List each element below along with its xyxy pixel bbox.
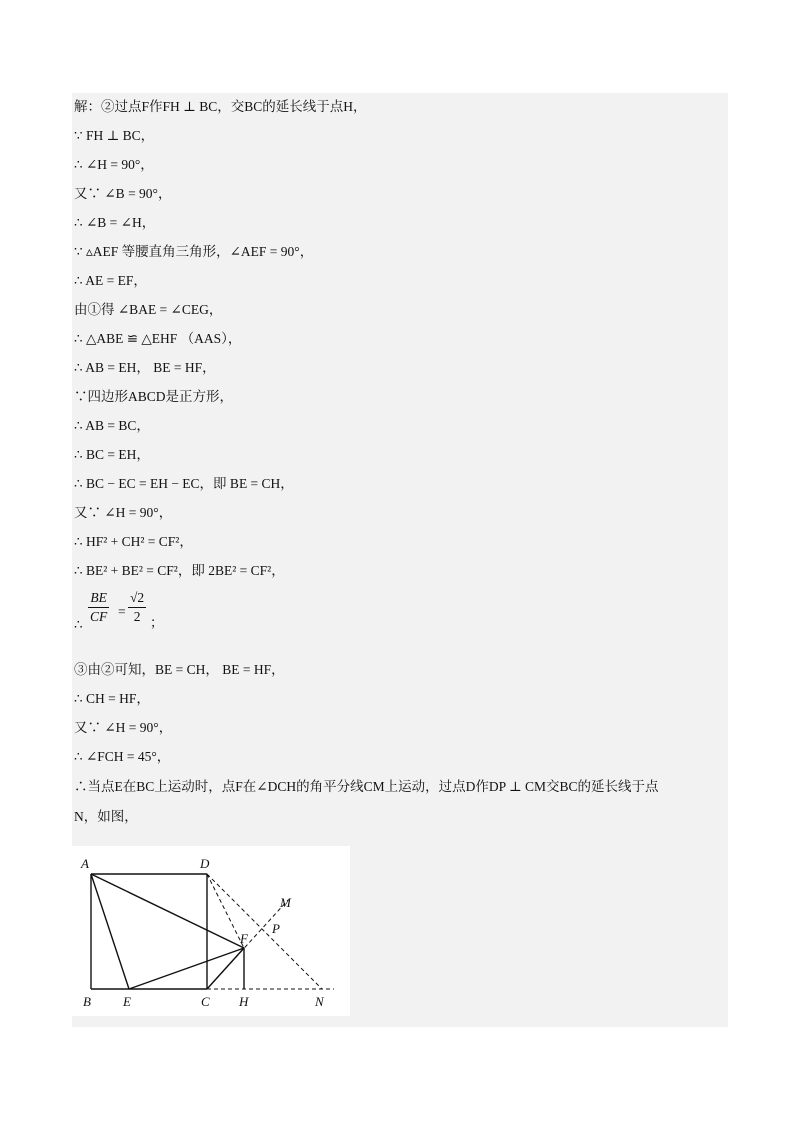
solution-line: ∴ ∠H = 90°， [74,157,154,172]
label-n: N [315,994,324,1009]
fraction-be-cf [88,589,109,626]
label-c: C [201,994,210,1009]
segment-af [91,874,244,948]
fraction-rhs-numerator: √2 [128,589,146,608]
equals-sign: = [118,604,126,619]
solution-line: ③由②可知，BE = CH， BE = HF， [74,662,285,677]
solution-line: ∴ AB = EH， BE = HF， [74,360,216,375]
fraction-sqrt2-2 [128,589,146,626]
label-a: A [81,856,89,871]
solution-line: N，如图， [74,809,138,824]
label-d: D [200,856,210,871]
solution-line: ∴ ∠FCH = 45°， [74,749,171,764]
solution-line: ∴当点E在BC上运动时，点F在∠DCH的角平分线CM上运动，过点D作DP ⊥ CM交BC的延长线于点 [74,779,659,794]
label-e: E [123,994,131,1009]
solution-line: 解：②过点F作FH ⊥ BC，交BC的延长线于点H， [74,99,367,114]
solution-line: ∴ BC − EC = EH − EC，即 BE = CH， [74,476,294,491]
solution-line: 又∵ ∠H = 90°， [74,720,173,735]
label-f: F [240,931,248,946]
label-m: M [280,895,291,910]
label-p: P [272,921,280,936]
segment-ae [91,874,129,989]
solution-line: ∴ BC = EH， [74,447,150,462]
solution-line: ∴ AE = EF， [74,273,147,288]
fraction-rhs-denominator: 2 [133,609,141,624]
semicolon: ； [150,615,164,630]
solution-line: ∵四边形ABCD是正方形， [74,389,234,404]
solution-line: ∴ △ABE ≌ △EHF （AAS）， [74,331,242,346]
solution-line: ∵ FH ⊥ BC， [74,128,155,143]
segment-ef [129,948,244,989]
solution-line: ∴ BE² + BE² = CF²，即 2BE² = CF²， [74,563,285,578]
therefore-symbol: ∴ [74,617,83,632]
solution-line: ∴ AB = BC， [74,418,150,433]
fraction-denominator: CF [90,609,108,624]
solution-line: 又∵ ∠H = 90°， [74,505,173,520]
segment-dn [207,874,322,989]
label-b: B [83,994,91,1009]
solution-line: 又∵ ∠B = 90°， [74,186,172,201]
fraction-numerator: BE [88,589,109,608]
segment-df [207,874,244,948]
solution-line: ∴ CH = HF， [74,691,150,706]
geometry-figure [72,846,350,1016]
solution-line: ∵ ▵AEF 等腰直角三角形，∠AEF = 90°， [74,244,314,259]
solution-line: ∴ ∠B = ∠H， [74,215,156,230]
geometry-diagram [72,846,350,1016]
label-h: H [239,994,249,1009]
solution-line: 由①得 ∠BAE = ∠CEG， [74,302,223,317]
solution-line: ∴ HF² + CH² = CF²， [74,534,193,549]
ratio-conclusion [74,589,274,637]
